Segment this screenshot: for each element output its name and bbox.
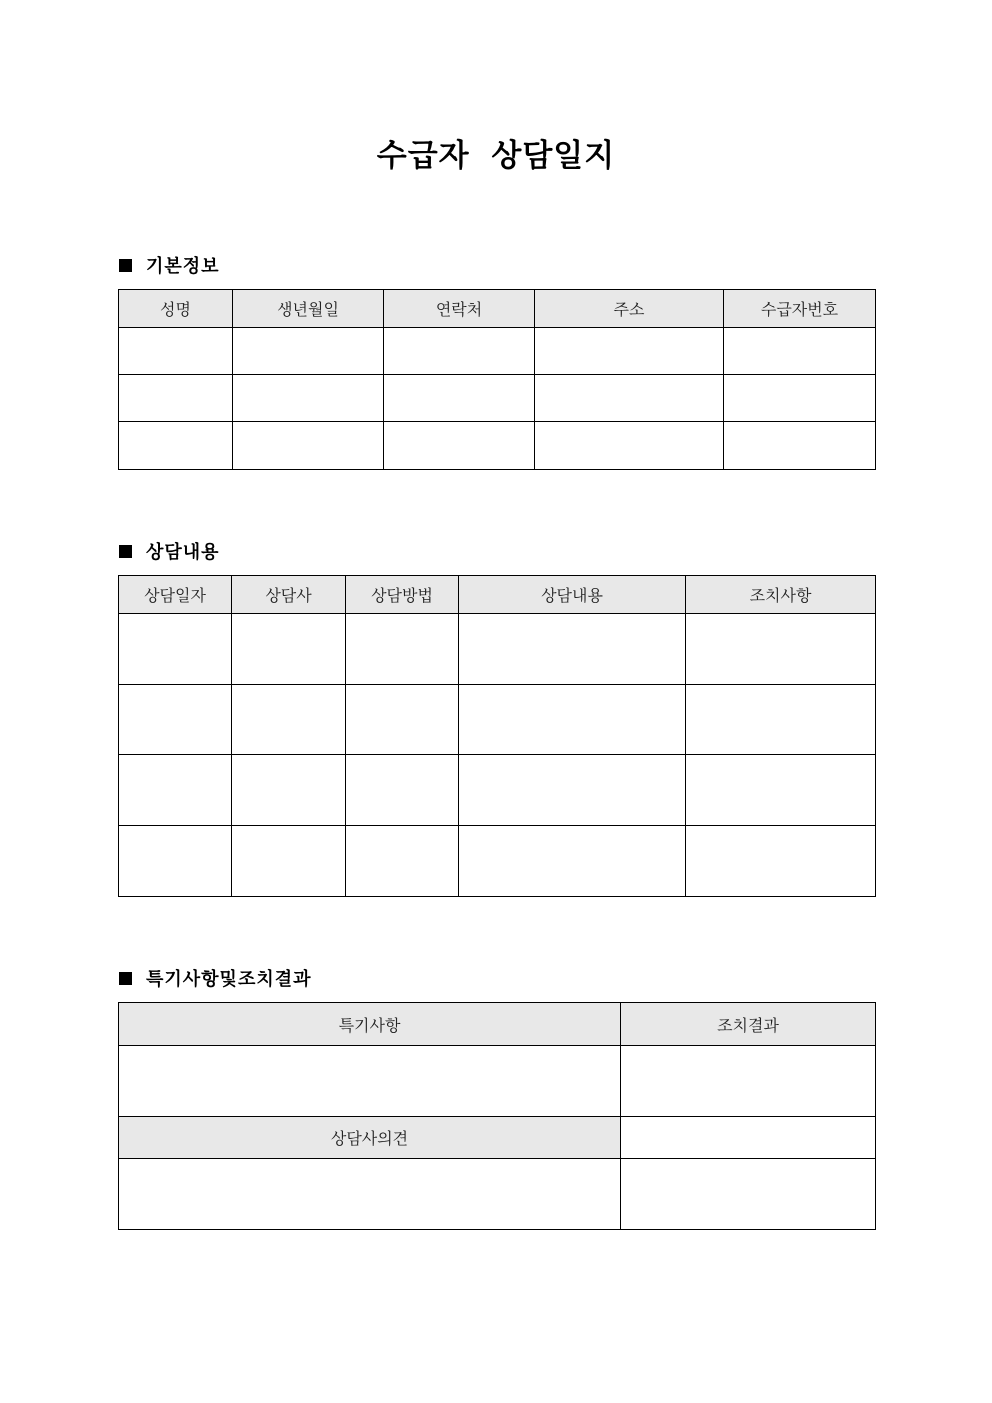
table-cell[interactable] bbox=[232, 826, 346, 897]
section-heading-label: 특기사항및조치결과 bbox=[146, 969, 312, 990]
table-cell[interactable] bbox=[232, 614, 346, 685]
section-heading-basic-info bbox=[119, 252, 220, 278]
column-header-birthdate: 생년월일 bbox=[233, 290, 384, 328]
table-row bbox=[119, 1046, 876, 1117]
table-cell[interactable] bbox=[459, 685, 686, 755]
table-cell[interactable] bbox=[346, 685, 459, 755]
table-cell[interactable] bbox=[119, 826, 232, 897]
table-cell[interactable] bbox=[459, 755, 686, 826]
page-title: 수급자 상담일지 bbox=[376, 138, 616, 174]
basic-info-table bbox=[118, 289, 876, 470]
section-heading-label: 상담내용 bbox=[146, 542, 220, 563]
table-header-row bbox=[119, 290, 876, 328]
column-header-contact: 연락처 bbox=[384, 290, 535, 328]
remarks-input-cell[interactable] bbox=[119, 1046, 621, 1117]
action-result-input-cell[interactable] bbox=[621, 1046, 876, 1117]
section-heading-label: 기본정보 bbox=[146, 256, 220, 277]
table-cell[interactable] bbox=[346, 614, 459, 685]
counselor-opinion-input-cell[interactable] bbox=[119, 1159, 621, 1230]
table-cell[interactable] bbox=[232, 685, 346, 755]
table-cell[interactable] bbox=[384, 422, 535, 470]
table-cell[interactable] bbox=[233, 375, 384, 422]
table-cell[interactable] bbox=[621, 1117, 876, 1159]
table-row bbox=[119, 422, 876, 470]
section-heading-consultation bbox=[119, 538, 220, 564]
column-header-consult-content: 상담내용 bbox=[459, 576, 686, 614]
table-header-row bbox=[119, 1003, 876, 1046]
column-header-consult-date: 상담일자 bbox=[119, 576, 232, 614]
table-cell[interactable] bbox=[724, 422, 876, 470]
table-row bbox=[119, 328, 876, 375]
column-header-name: 성명 bbox=[119, 290, 233, 328]
table-cell[interactable] bbox=[686, 755, 876, 826]
table-cell[interactable] bbox=[232, 755, 346, 826]
table-cell[interactable] bbox=[686, 826, 876, 897]
square-bullet-icon bbox=[119, 972, 132, 985]
table-cell[interactable] bbox=[724, 375, 876, 422]
table-cell[interactable] bbox=[119, 685, 232, 755]
table-cell[interactable] bbox=[686, 614, 876, 685]
column-header-address: 주소 bbox=[535, 290, 724, 328]
table-row bbox=[119, 1159, 876, 1230]
table-cell[interactable] bbox=[535, 375, 724, 422]
table-row bbox=[119, 755, 876, 826]
table-cell[interactable] bbox=[346, 826, 459, 897]
table-row bbox=[119, 375, 876, 422]
counselor-opinion-label: 상담사의견 bbox=[119, 1117, 621, 1159]
remarks-table bbox=[118, 1002, 876, 1230]
table-cell[interactable] bbox=[724, 328, 876, 375]
table-cell[interactable] bbox=[459, 826, 686, 897]
column-header-consult-method: 상담방법 bbox=[346, 576, 459, 614]
column-header-recipient-number: 수급자번호 bbox=[724, 290, 876, 328]
consultation-table bbox=[118, 575, 876, 897]
column-header-action-result: 조치결과 bbox=[621, 1003, 876, 1046]
table-cell[interactable] bbox=[119, 614, 232, 685]
table-row bbox=[119, 685, 876, 755]
square-bullet-icon bbox=[119, 259, 132, 272]
table-cell[interactable] bbox=[119, 422, 233, 470]
table-cell[interactable] bbox=[346, 755, 459, 826]
table-cell[interactable] bbox=[535, 328, 724, 375]
table-cell[interactable] bbox=[119, 755, 232, 826]
table-cell[interactable] bbox=[233, 422, 384, 470]
table-cell[interactable] bbox=[384, 375, 535, 422]
table-row bbox=[119, 1117, 876, 1159]
table-row bbox=[119, 614, 876, 685]
table-cell[interactable] bbox=[459, 614, 686, 685]
table-header-row bbox=[119, 576, 876, 614]
table-cell[interactable] bbox=[686, 685, 876, 755]
table-cell[interactable] bbox=[233, 328, 384, 375]
table-cell[interactable] bbox=[119, 328, 233, 375]
square-bullet-icon bbox=[119, 545, 132, 558]
column-header-action-taken: 조치사항 bbox=[686, 576, 876, 614]
table-row bbox=[119, 826, 876, 897]
table-cell[interactable] bbox=[384, 328, 535, 375]
column-header-counselor: 상담사 bbox=[232, 576, 346, 614]
section-heading-remarks bbox=[119, 965, 312, 991]
column-header-remarks: 특기사항 bbox=[119, 1003, 621, 1046]
table-cell[interactable] bbox=[119, 375, 233, 422]
table-cell[interactable] bbox=[535, 422, 724, 470]
table-cell[interactable] bbox=[621, 1159, 876, 1230]
